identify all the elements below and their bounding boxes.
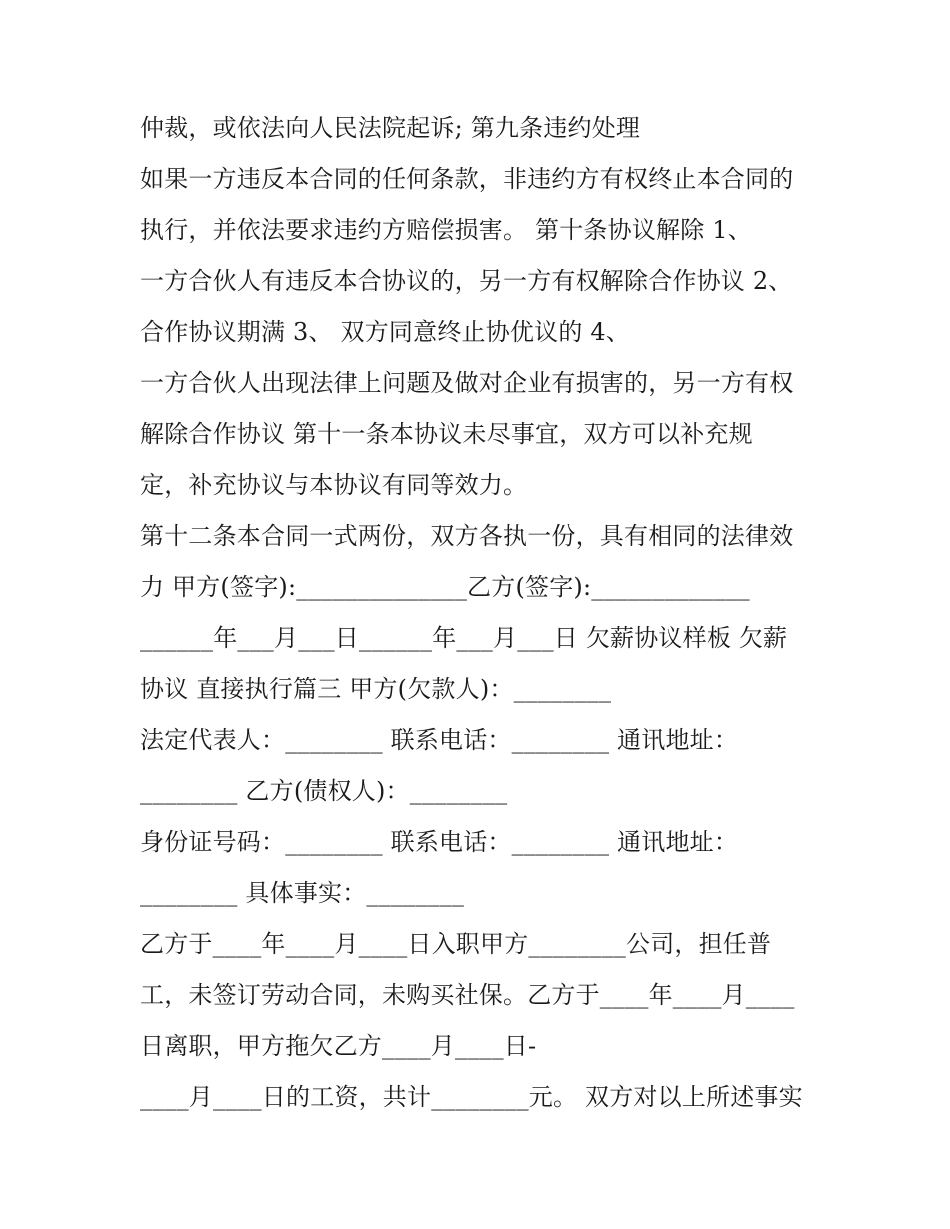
- text-line: 解除合作协议 第十一条本协议未尽事宜，双方可以补充规: [140, 420, 753, 448]
- text-line: 协议 直接执行篇三 甲方(欠款人)：________: [140, 675, 612, 703]
- text-line: ________ 乙方(债权人)：________: [140, 777, 508, 805]
- text-line: 力 甲方(签字):______________乙方(签字):_____________: [140, 573, 750, 601]
- text-line: 身份证号码：________ 联系电话：________ 通讯地址：: [140, 828, 739, 856]
- text-line: 执行，并依法要求违约方赔偿损害。 第十条协议解除 1、: [140, 216, 752, 244]
- text-line: 合作协议期满 3、 双方同意终止协优议的 4、: [140, 318, 631, 346]
- text-line: ____月____日的工资，共计________元。 双方对以上所述事实: [140, 1083, 803, 1111]
- text-line: 日离职，甲方拖欠乙方____月____日-: [140, 1032, 537, 1060]
- text-line: 法定代表人：________ 联系电话：________ 通讯地址：: [140, 726, 739, 754]
- text-line: 一方合伙人有违反本合协议的，另一方有权解除合作协议 2、: [140, 267, 793, 295]
- text-line: 工，未签订劳动合同，未购买社保。乙方于____年____月____: [140, 981, 795, 1009]
- text-line: 如果一方违反本合同的任何条款，非违约方有权终止本合同的: [140, 165, 794, 193]
- text-line: ______年___月___日______年___月___日 欠薪协议样板 欠薪: [140, 624, 788, 652]
- text-line: ________ 具体事实：________: [140, 879, 465, 907]
- text-line: 乙方于____年____月____日入职甲方________公司，担任普: [140, 930, 772, 958]
- document-body: [140, 106, 820, 1126]
- text-line: 一方合伙人出现法律上问题及做对企业有损害的，另一方有权: [140, 369, 794, 397]
- text-line: 仲裁，或依法向人民法院起诉; 第九条违约处理: [140, 114, 641, 142]
- text-line: 第十二条本合同一式两份，双方各执一份，具有相同的法律效: [140, 522, 794, 550]
- text-line: 定，补充协议与本协议有同等效力。: [140, 471, 528, 499]
